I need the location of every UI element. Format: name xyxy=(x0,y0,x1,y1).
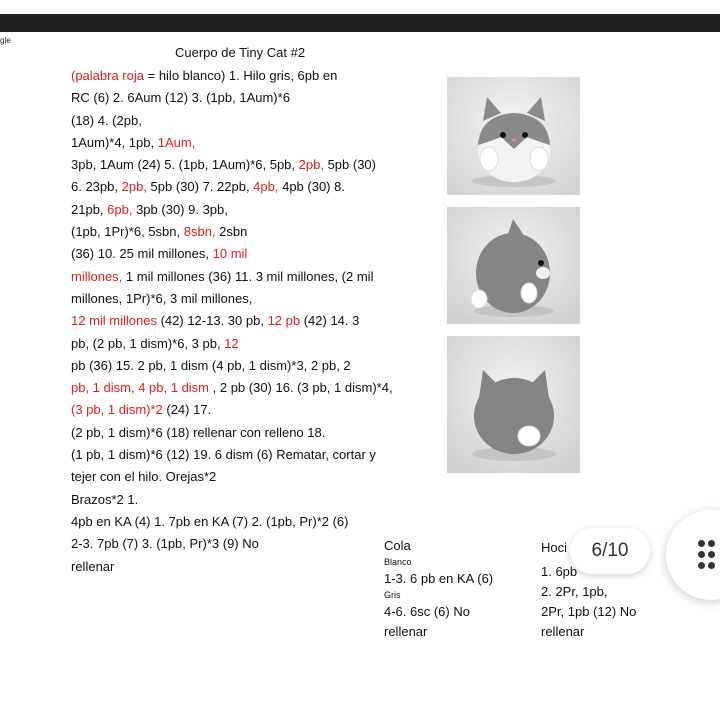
text-segment: (2 pb, 1 dism)*6 (18) rellenar con relleno 18. xyxy=(71,424,326,440)
cola-heading: Cola xyxy=(384,538,411,553)
cat-photo-front xyxy=(447,77,580,195)
text-segment: 4pb (30) 8. xyxy=(278,179,345,195)
cola-row-2: 4-6. 6sc (6) No xyxy=(384,604,470,619)
text-segment: pb, (2 pb, 1 dism)*6, 3 pb, xyxy=(71,335,225,351)
red-text-segment: 4pb, xyxy=(253,179,279,195)
text-segment: 1Aum)*4, 1pb, xyxy=(71,134,158,150)
text-segment: = hilo blanco) 1. Hilo gris, 6pb en xyxy=(144,68,338,83)
page-indicator[interactable]: 6/10 xyxy=(570,528,650,574)
red-text-segment: millones, xyxy=(71,268,123,284)
red-text-segment: 12 mil millones xyxy=(71,313,157,329)
pattern-line xyxy=(71,154,421,176)
text-segment: 21pb, xyxy=(71,201,108,217)
cola-color-white: Blanco xyxy=(384,557,412,567)
hocico-line-4: rellenar xyxy=(541,624,585,639)
text-segment: (42) 12-13. 30 pb, xyxy=(156,313,268,329)
text-segment: millones, 1Pr)*6, 3 mil millones, xyxy=(71,290,253,306)
hocico-line-2: 2. 2Pr, 1pb, xyxy=(541,584,608,599)
pattern-line xyxy=(71,533,421,555)
text-segment: 3pb, 1Aum (24) 5. (1pb, 1Aum)*6, 5pb, xyxy=(71,157,299,173)
hocico-line-3: 2Pr, 1pb (12) No xyxy=(541,604,637,619)
pattern-line xyxy=(71,422,421,444)
pattern-line xyxy=(71,87,421,109)
text-segment: 3pb (30) 9. 3pb, xyxy=(132,201,228,217)
cola-row-1: 1-3. 6 pb en KA (6) xyxy=(384,571,494,586)
pattern-line xyxy=(71,399,421,421)
red-text-segment: (palabra roja xyxy=(71,68,144,83)
viewer-corner-label: gle xyxy=(0,36,11,45)
grid-dots-icon[interactable] xyxy=(666,510,720,600)
red-text-segment: 12 xyxy=(224,335,239,351)
red-text-segment: 2pb, xyxy=(121,179,147,195)
red-text-segment: 10 mil xyxy=(212,246,248,262)
page-title: Cuerpo de Tiny Cat #2 xyxy=(175,45,306,60)
hocico-line-1: 1. 6pb xyxy=(541,564,578,579)
pattern-line xyxy=(71,444,421,466)
red-text-segment: 2pb, xyxy=(298,157,324,173)
text-segment: pb (36) 15. 2 pb, 1 dism (4 pb, 1 dism)*3, 2 pb, 2 xyxy=(71,357,351,373)
pattern-line xyxy=(71,288,421,310)
red-text-segment: (3 pb, 1 dism)*2 xyxy=(71,402,163,418)
pattern-line xyxy=(71,466,421,488)
text-segment: (18) 4. (2pb, xyxy=(71,112,142,128)
text-segment: tejer con el hilo. Orejas*2 xyxy=(71,469,217,485)
pattern-line xyxy=(71,556,421,578)
text-segment: (1 pb, 1 dism)*6 (12) 19. 6 dism (6) Rematar, cortar y xyxy=(71,447,376,463)
cat-photo-back xyxy=(447,336,580,473)
red-text-segment: 8sbn, xyxy=(183,224,216,240)
text-segment: 1 mil millones (36) 11. 3 mil millones, (2 mil xyxy=(122,268,374,284)
pattern-line xyxy=(71,333,421,355)
pattern-line xyxy=(71,176,421,198)
cola-color-gray: Gris xyxy=(384,590,401,600)
text-segment: 2sbn xyxy=(215,224,248,240)
pattern-line xyxy=(71,511,421,533)
red-text-segment: 12 pb xyxy=(267,313,301,329)
red-text-segment: pb, 1 dism, 4 pb, 1 dism xyxy=(71,380,210,396)
cat-photo-side xyxy=(447,207,580,324)
pattern-line xyxy=(71,377,421,399)
pattern-line xyxy=(71,489,421,511)
cola-section xyxy=(384,536,493,642)
red-text-segment: 1Aum, xyxy=(157,134,196,150)
red-text-segment: 6pb, xyxy=(107,201,133,217)
pattern-line xyxy=(71,199,421,221)
text-segment: Brazos*2 1. xyxy=(71,491,139,507)
text-segment: 5pb (30) xyxy=(323,157,376,173)
pattern-line xyxy=(71,266,421,288)
viewer-top-bar xyxy=(0,14,720,32)
text-segment: rellenar xyxy=(71,558,115,574)
text-segment: (36) 10. 25 mil millones, xyxy=(71,246,213,262)
text-segment: 6. 23pb, xyxy=(71,179,122,195)
text-segment: 5pb (30) 7. 22pb, xyxy=(146,179,254,195)
text-segment: 4pb en KA (4) 1. 7pb en KA (7) 2. (1pb, Pr)*2 (6) xyxy=(71,513,349,529)
text-segment: (1pb, 1Pr)*6, 5sbn, xyxy=(71,224,184,240)
text-segment: 2-3. 7pb (7) 3. (1pb, Pr)*3 (9) No xyxy=(71,536,259,552)
text-segment: (42) 14. 3 xyxy=(300,313,360,329)
pattern-line xyxy=(71,65,421,87)
pattern-line xyxy=(71,110,421,132)
text-segment: , 2 pb (30) 16. (3 pb, 1 dism)*4, xyxy=(209,380,393,396)
text-segment: (24) 17. xyxy=(162,402,212,418)
text-segment: RC (6) 2. 6Aum (12) 3. (1pb, 1Aum)*6 xyxy=(71,90,290,106)
hocico-heading: Hoci xyxy=(541,540,568,555)
cola-row-3: rellenar xyxy=(384,624,428,639)
pattern-line xyxy=(71,221,421,243)
pattern-line xyxy=(71,310,421,332)
pattern-line xyxy=(71,132,421,154)
pattern-body-text xyxy=(71,65,421,578)
pattern-line xyxy=(71,355,421,377)
pattern-line xyxy=(71,243,421,265)
